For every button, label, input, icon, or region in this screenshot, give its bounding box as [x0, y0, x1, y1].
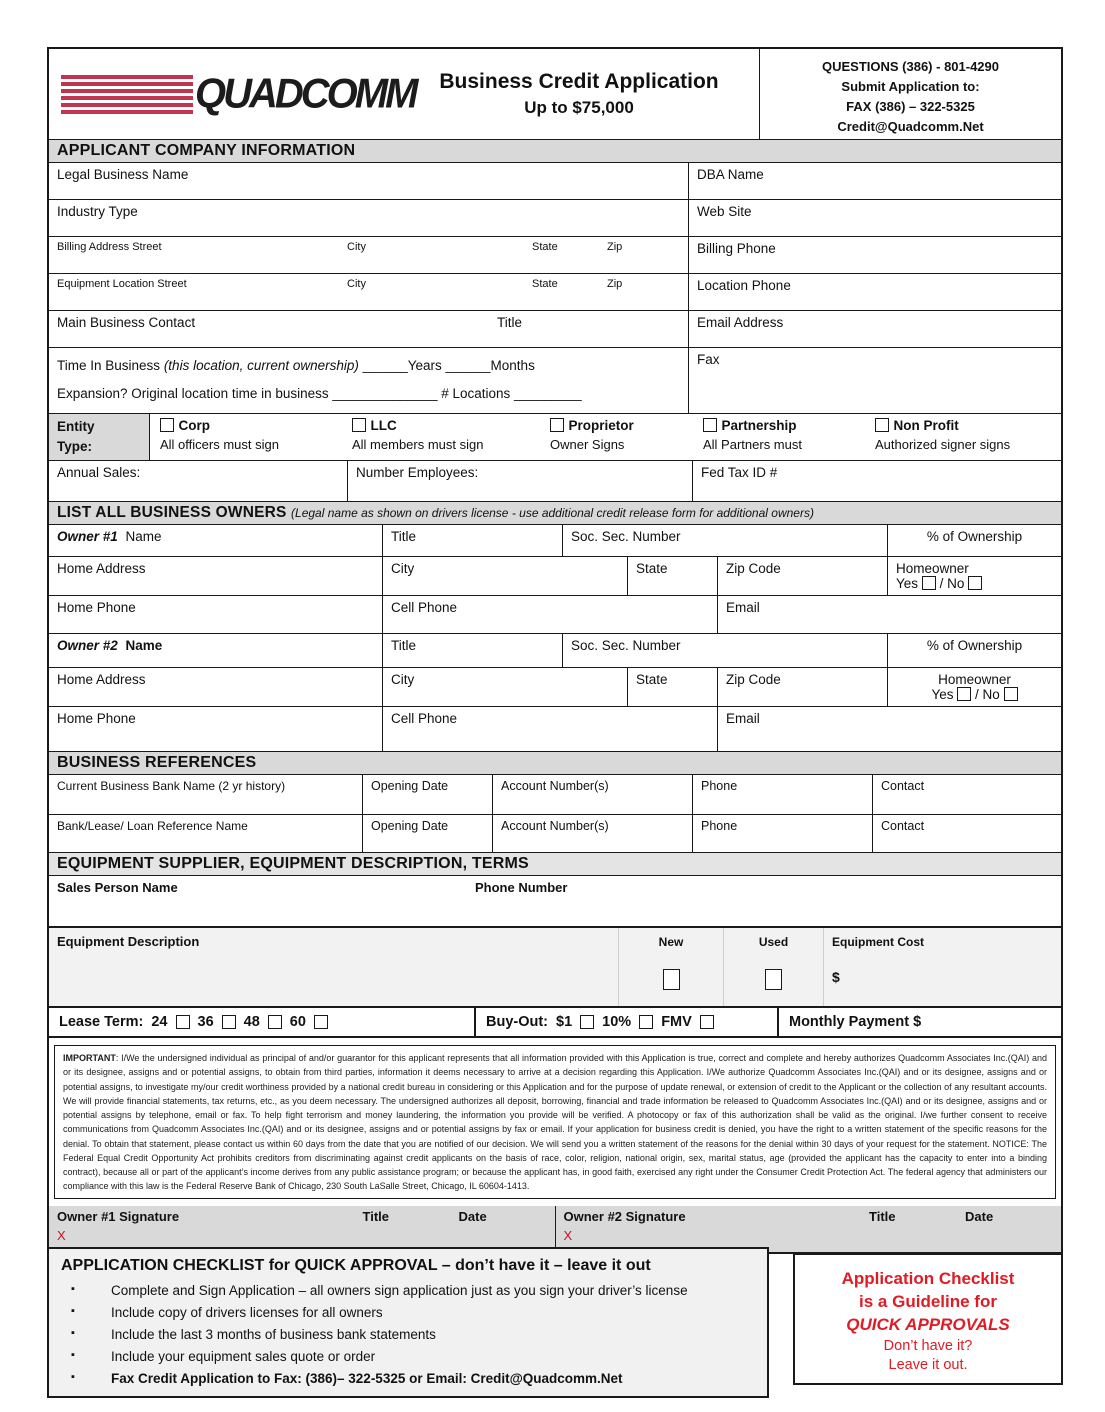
lease-36-label: 36 — [197, 1014, 214, 1031]
time-in-business-field[interactable] — [49, 348, 688, 413]
owner2-name-label: Name — [125, 638, 163, 654]
entity-type-row — [49, 414, 1061, 462]
entity-option-proprietor — [540, 414, 693, 461]
web-site-field[interactable] — [688, 200, 1061, 236]
entity-type-label — [49, 414, 150, 461]
checklist-item-4: ▪ Include your equipment sales quote or order — [71, 1349, 753, 1364]
owner1-state-field[interactable] — [627, 557, 717, 595]
dba-name-field[interactable] — [688, 163, 1061, 199]
section-owners-header — [49, 502, 1061, 525]
used-checkbox[interactable] — [765, 969, 782, 990]
industry-type-field[interactable] — [49, 200, 688, 236]
lease-ref-account-label: Account Number(s) — [501, 819, 609, 834]
annual-sales-label: Annual Sales: — [57, 465, 141, 481]
entity-option-llc — [342, 414, 540, 461]
fax-number: FAX (386) – 322-5325 — [846, 99, 975, 115]
lease-ref-opening-label: Opening Date — [371, 819, 449, 834]
owner1-home-phone-field[interactable] — [49, 596, 382, 633]
owner1-cell-phone-field[interactable] — [382, 596, 717, 633]
billing-address-field[interactable] — [49, 237, 688, 273]
lease-ref-phone-field[interactable] — [692, 815, 872, 852]
billing-street-label: Billing Address Street — [57, 241, 162, 253]
owner2-title-label: Title — [391, 638, 417, 654]
nonprofit-label: Non Profit — [893, 417, 959, 433]
owner2-ssn-label: Soc. Sec. Number — [571, 638, 681, 654]
owner2-sig-title-label: Title — [869, 1209, 896, 1225]
section-owners-note: (Legal name as shown on drivers license - use additional credit release form for additional owners) — [291, 506, 814, 521]
checklist-title: APPLICATION CHECKLIST for QUICK APPROVAL – don’t have it – leave it out — [61, 1257, 651, 1274]
owner1-id-label: Owner #1 — [57, 529, 118, 545]
owner2-homeowner-yes-label: Yes — [931, 687, 954, 703]
legal-body-text: : I/We the undersigned individual as principal of and/or guarantor for this applicant represents that all information provided with this Application is true, correct and complete and hereby authorizes Quadcomm Associates Inc.(QAI) and or its designee, assigns and or potential assigns, to obtain from third parties, information it deems necessary to arrive at a decision regarding this Application. I/We authorize Quadcomm Associates Inc.(QAI) and or its designee, assigns and or potential assigns, to investigate my/our credit worthiness provided by a national credit bureau in considering or this Application and for the purpose of update renewal, or extension of credit to the Applicant or the collection of any resultant accounts. We will provide financial statements, tax returns, etc., as you deem necessary. The undersigned authorizes all deposit, borrowing, financial and trade information be released to Quadcomm Associates Inc.(QAI) and or its designee, assigns and or potential assigns by telephone, email or fax. To help fight terrorism and money laundering, the information you provide will be verified. A photocopy or fax of this authorization shall be valid as the original. I/we further consent to receive communications from Quadcomm Associates Inc.(QAI) and or its designee, assigns and or potential assigns by fax or email. If your application for business credit is denied, you have the right to a written statement of the specific reasons for the denial. To obtain that statement, please contact us within 60 days from the date that you are notified of our decision. We will send you a written statement of the reasons for the denial within 30 days of your request for the statement. NOTICE: The Federal Equal Credit Opportunity Act prohibits creditors from discriminating against credit applicants on the basis of race, color, religion, national origin, sex, marital status, age (provided the applicant has the capacity to enter into a binding contract), because all or part of the applicant’s income derives from any public assistance program; or because the applicant has, in good faith, exercised any right under the Consumer Credit Protection Act. The federal agency that administers our compliance with this law is the Federal Reserve Bank of Chicago, 230 South LaSalle Street, Chicago, IL 60604-1413. — [63, 1053, 1047, 1192]
owner1-ssn-field[interactable] — [562, 525, 887, 556]
industry-type-label: Industry Type — [57, 204, 138, 219]
proprietor-label: Proprietor — [568, 417, 634, 433]
owner1-zip-field[interactable] — [717, 557, 887, 595]
equipment-used-col — [723, 928, 823, 1006]
owner2-homeowner-yes-checkbox[interactable] — [957, 687, 971, 701]
equipment-description-label: Equipment Description — [57, 934, 200, 950]
section-company-header — [49, 140, 1061, 163]
quadcomm-logo — [49, 49, 416, 139]
partnership-checkbox[interactable] — [703, 418, 717, 432]
bank-opening-date-label: Opening Date — [371, 779, 449, 794]
form-header — [49, 49, 1061, 140]
lease-ref-name-label: Bank/Lease/ Loan Reference Name — [57, 819, 248, 834]
owner2-email-field[interactable] — [717, 707, 1061, 751]
email-address-label: Email Address — [697, 315, 784, 330]
signature-row — [49, 1206, 1061, 1252]
credit-application-form — [47, 47, 1063, 1254]
monthly-payment-label: Monthly Payment $ — [789, 1014, 922, 1031]
owner1-home-address-label: Home Address — [57, 561, 146, 577]
form-title: Business Credit Application — [439, 70, 719, 93]
bank-opening-date-field[interactable] — [362, 775, 492, 814]
owner2-state-label: State — [636, 672, 668, 688]
used-label: Used — [758, 935, 789, 950]
num-employees-label: Number Employees: — [356, 465, 479, 481]
owner1-x-mark: X — [57, 1228, 66, 1244]
lease-48-label: 48 — [243, 1014, 260, 1031]
billing-city-label: City — [347, 241, 366, 253]
owner2-home-phone-label: Home Phone — [57, 711, 136, 727]
fed-tax-id-label: Fed Tax ID # — [701, 465, 778, 481]
owner2-sig-date-field[interactable] — [957, 1206, 1061, 1252]
bank-phone-field[interactable] — [692, 775, 872, 814]
legal-important-label: IMPORTANT — [63, 1053, 116, 1064]
equipment-cost-label: Equipment Cost — [832, 935, 924, 950]
buyout-fmv-label: FMV — [661, 1014, 692, 1031]
corp-checkbox[interactable] — [160, 418, 174, 432]
owner2-homeowner-no-label: No — [982, 687, 1000, 703]
section-equipment-title: EQUIPMENT SUPPLIER, EQUIPMENT DESCRIPTION, TERMS — [57, 855, 529, 873]
section-equipment-header — [49, 853, 1061, 876]
legal-disclosure-text — [63, 1051, 1047, 1193]
owner2-email-label: Email — [726, 711, 760, 727]
owner1-cell-phone-label: Cell Phone — [391, 600, 458, 616]
owner1-sig-date-label: Date — [458, 1209, 487, 1225]
bank-account-label: Account Number(s) — [501, 779, 609, 794]
owner1-homeowner-yes-label: Yes — [896, 576, 919, 592]
lease-ref-opening-field[interactable] — [362, 815, 492, 852]
owner2-ownership-label: % of Ownership — [926, 638, 1023, 654]
owner1-title-label: Title — [391, 529, 417, 545]
owner1-sig-title-label: Title — [362, 1209, 389, 1225]
lease-ref-phone-label: Phone — [701, 819, 738, 834]
buyout-fmv-checkbox[interactable] — [700, 1015, 714, 1029]
lease-ref-name-field[interactable] — [49, 815, 362, 852]
bank-name-label: Current Business Bank Name (2 yr history) — [57, 779, 286, 794]
submit-to-label: Submit Application to: — [841, 79, 980, 95]
owner1-homeowner-no-checkbox[interactable] — [968, 576, 982, 590]
note-line-3: QUICK APPROVALS — [846, 1314, 1010, 1334]
entity-word: Entity — [57, 418, 95, 434]
equipment-zip-label: Zip — [607, 278, 623, 290]
buyout-1-checkbox[interactable] — [580, 1015, 594, 1029]
owner1-sig-date-field[interactable] — [451, 1206, 555, 1252]
owner1-home-phone-label: Home Phone — [57, 600, 136, 616]
bank-contact-field[interactable] — [872, 775, 1061, 814]
owner2-homeowner-no-checkbox[interactable] — [1004, 687, 1018, 701]
owner1-state-label: State — [636, 561, 668, 577]
main-contact-field[interactable] — [49, 311, 688, 347]
new-label: New — [658, 935, 684, 950]
submit-email: Credit@Quadcomm.Net — [837, 119, 984, 135]
buyout-label: Buy-Out: — [486, 1014, 549, 1031]
lease-ref-contact-field[interactable] — [872, 815, 1061, 852]
sales-person-label: Sales Person Name — [57, 880, 178, 896]
owner2-name-field[interactable] — [49, 634, 382, 667]
questions-phone: QUESTIONS (386) - 801-4290 — [821, 59, 1000, 74]
buyout-10pct-checkbox[interactable] — [639, 1015, 653, 1029]
entity-option-nonprofit — [865, 414, 1061, 461]
main-contact-title-label: Title — [497, 315, 523, 330]
time-in-business-blanks: ______Years ______Months — [362, 358, 535, 373]
logo-stripes-icon — [61, 75, 193, 114]
billing-state-label: State — [532, 241, 558, 253]
section-owners-title: LIST ALL BUSINESS OWNERS — [57, 504, 287, 522]
owner2-signature-block — [555, 1206, 1062, 1252]
note-line-1: Application Checklist — [841, 1269, 1015, 1288]
owner2-sig-title-field[interactable] — [861, 1206, 957, 1252]
owner1-title-field[interactable] — [382, 525, 562, 556]
annual-sales-field[interactable] — [49, 461, 347, 501]
section-references-header — [49, 752, 1061, 775]
owner1-homeowner-slash: / — [939, 576, 944, 592]
partnership-note: All Partners must — [703, 436, 802, 452]
owner1-name-field[interactable] — [49, 525, 382, 556]
bank-contact-label: Contact — [881, 779, 925, 794]
form-subtitle: Up to $75,000 — [524, 98, 634, 117]
checklist-items — [61, 1283, 753, 1386]
lease-ref-account-field[interactable] — [492, 815, 692, 852]
owner2-signature-field[interactable] — [556, 1206, 862, 1252]
dba-name-label: DBA Name — [697, 167, 764, 182]
bank-name-field[interactable] — [49, 775, 362, 814]
equipment-state-label: State — [532, 278, 558, 290]
checklist-item-2: ▪ Include copy of drivers licenses for all owners — [71, 1305, 753, 1320]
bank-phone-label: Phone — [701, 779, 738, 794]
owner2-city-field[interactable] — [382, 668, 627, 706]
bank-account-field[interactable] — [492, 775, 692, 814]
owner2-zip-label: Zip Code — [726, 672, 781, 688]
buyout-cell — [474, 1008, 777, 1036]
fed-tax-id-field[interactable] — [692, 461, 1061, 501]
lease-48-checkbox[interactable] — [268, 1015, 282, 1029]
billing-phone-field[interactable] — [688, 237, 1061, 273]
owner2-cell-phone-label: Cell Phone — [391, 711, 458, 727]
logo-wordmark: QUADCOMM — [195, 70, 416, 117]
owner1-sig-title-field[interactable] — [355, 1206, 451, 1252]
owner2-signature-label: Owner #2 Signature — [563, 1209, 686, 1225]
owner1-email-label: Email — [726, 600, 760, 616]
entity-option-partnership — [693, 414, 865, 461]
type-word: Type: — [57, 438, 93, 454]
lease-60-checkbox[interactable] — [314, 1015, 328, 1029]
lease-terms-row — [49, 1008, 1061, 1038]
billing-phone-label: Billing Phone — [697, 241, 776, 256]
equipment-description-field[interactable] — [49, 928, 618, 1006]
owner1-signature-field[interactable] — [49, 1206, 355, 1252]
main-contact-label: Main Business Contact — [57, 315, 196, 330]
equipment-street-label: Equipment Location Street — [57, 278, 187, 290]
owner2-ssn-field[interactable] — [562, 634, 887, 667]
owner1-name-label: Name — [125, 529, 162, 545]
dollar-sign-label: $ — [832, 969, 840, 986]
new-checkbox[interactable] — [663, 969, 680, 990]
owner1-homeowner-field — [887, 557, 1061, 595]
owner2-x-mark: X — [563, 1228, 573, 1244]
checklist-item-3: ▪ Include the last 3 months of business bank statements — [71, 1327, 753, 1342]
nonprofit-checkbox[interactable] — [875, 418, 889, 432]
owner1-home-address-field[interactable] — [49, 557, 382, 595]
fax-field[interactable] — [688, 348, 1061, 413]
owner2-homeowner-slash: / — [975, 687, 979, 703]
owner1-ownership-field[interactable] — [887, 525, 1061, 556]
equipment-new-col — [618, 928, 723, 1006]
partnership-label: Partnership — [721, 417, 797, 433]
entity-option-corp — [150, 414, 342, 461]
owner2-cell-phone-field[interactable] — [382, 707, 717, 751]
llc-note: All members must sign — [352, 436, 484, 452]
proprietor-note: Owner Signs — [550, 436, 625, 452]
legal-business-name-field[interactable] — [49, 163, 688, 199]
bottom-area — [47, 1247, 1063, 1398]
llc-label: LLC — [370, 417, 397, 433]
owner1-signature-block — [49, 1206, 555, 1252]
lease-60-label: 60 — [289, 1014, 306, 1031]
note-line-4: Don’t have it? — [883, 1337, 973, 1354]
num-employees-field[interactable] — [347, 461, 692, 501]
application-checklist-box — [47, 1247, 769, 1398]
location-phone-label: Location Phone — [697, 278, 791, 293]
checklist-item-fax: ▪ Fax Credit Application to Fax: (386)– 322-5325 or Email: Credit@Quadcomm.Net — [71, 1371, 753, 1386]
owner1-ssn-label: Soc. Sec. Number — [571, 529, 681, 545]
lease-24-label: 24 — [151, 1014, 168, 1031]
phone-number-label: Phone Number — [475, 880, 568, 896]
owner1-email-field[interactable] — [717, 596, 1061, 633]
owner2-state-field[interactable] — [627, 668, 717, 706]
corp-note: All officers must sign — [160, 436, 279, 452]
sales-person-row[interactable] — [49, 876, 1061, 928]
email-address-field[interactable] — [688, 311, 1061, 347]
equipment-city-label: City — [347, 278, 366, 290]
owner2-city-label: City — [391, 672, 415, 688]
form-title-block — [399, 49, 759, 139]
owner2-homeowner-field — [887, 668, 1061, 706]
equipment-cost-field[interactable] — [823, 928, 1061, 1006]
location-phone-field[interactable] — [688, 274, 1061, 310]
nonprofit-note: Authorized signer signs — [875, 436, 1011, 452]
time-in-business-label: Time In Business — [57, 358, 161, 373]
owner1-ownership-label: % of Ownership — [926, 529, 1023, 545]
owner1-zip-label: Zip Code — [726, 561, 781, 577]
equipment-location-field[interactable] — [49, 274, 688, 310]
legal-business-name-label: Legal Business Name — [57, 167, 189, 182]
checklist-item-1: ▪ Complete and Sign Application – all owners sign application just as you sign your driver’s license — [71, 1283, 753, 1298]
time-in-business-note: (this location, current ownership) — [163, 358, 359, 373]
owner2-home-address-label: Home Address — [57, 672, 146, 688]
fax-label: Fax — [697, 352, 720, 367]
owner2-sig-date-label: Date — [965, 1209, 994, 1225]
owner1-homeowner-yes-checkbox[interactable] — [922, 576, 936, 590]
lease-24-checkbox[interactable] — [176, 1015, 190, 1029]
owner2-home-phone-field[interactable] — [49, 707, 382, 751]
billing-zip-label: Zip — [607, 241, 623, 253]
llc-checkbox[interactable] — [352, 418, 366, 432]
lease-term-label: Lease Term: — [59, 1014, 144, 1031]
corp-label: Corp — [178, 417, 210, 433]
guideline-note-box — [793, 1253, 1063, 1385]
owner2-homeowner-label: Homeowner — [938, 672, 1011, 688]
section-references-title: BUSINESS REFERENCES — [57, 754, 257, 772]
owner1-homeowner-label: Homeowner — [896, 561, 969, 577]
owner2-home-address-field[interactable] — [49, 668, 382, 706]
owner1-homeowner-no-label: No — [947, 576, 965, 592]
lease-ref-contact-label: Contact — [881, 819, 925, 834]
owner1-city-field[interactable] — [382, 557, 627, 595]
owner2-ownership-field[interactable] — [887, 634, 1061, 667]
owner2-zip-field[interactable] — [717, 668, 887, 706]
buyout-10pct-label: 10% — [602, 1014, 632, 1031]
section-company-title: APPLICANT COMPANY INFORMATION — [57, 142, 356, 159]
buyout-1-label: $1 — [556, 1014, 573, 1031]
lease-term-cell — [49, 1010, 474, 1034]
note-line-5: Leave it out. — [888, 1356, 968, 1373]
owner1-signature-label: Owner #1 Signature — [57, 1209, 180, 1225]
owner2-title-field[interactable] — [382, 634, 562, 667]
equipment-description-row — [49, 928, 1061, 1008]
legal-disclosure-box — [54, 1045, 1056, 1199]
proprietor-checkbox[interactable] — [550, 418, 564, 432]
lease-36-checkbox[interactable] — [222, 1015, 236, 1029]
expansion-label: Expansion? Original location time in business ______________ # Locations _________ — [57, 386, 582, 402]
monthly-payment-field[interactable] — [777, 1008, 1061, 1036]
contact-info-block — [759, 49, 1061, 139]
note-line-2: is a Guideline for — [859, 1291, 997, 1311]
owner1-city-label: City — [391, 561, 415, 577]
web-site-label: Web Site — [697, 204, 752, 219]
owner2-id-label: Owner #2 — [57, 638, 118, 654]
